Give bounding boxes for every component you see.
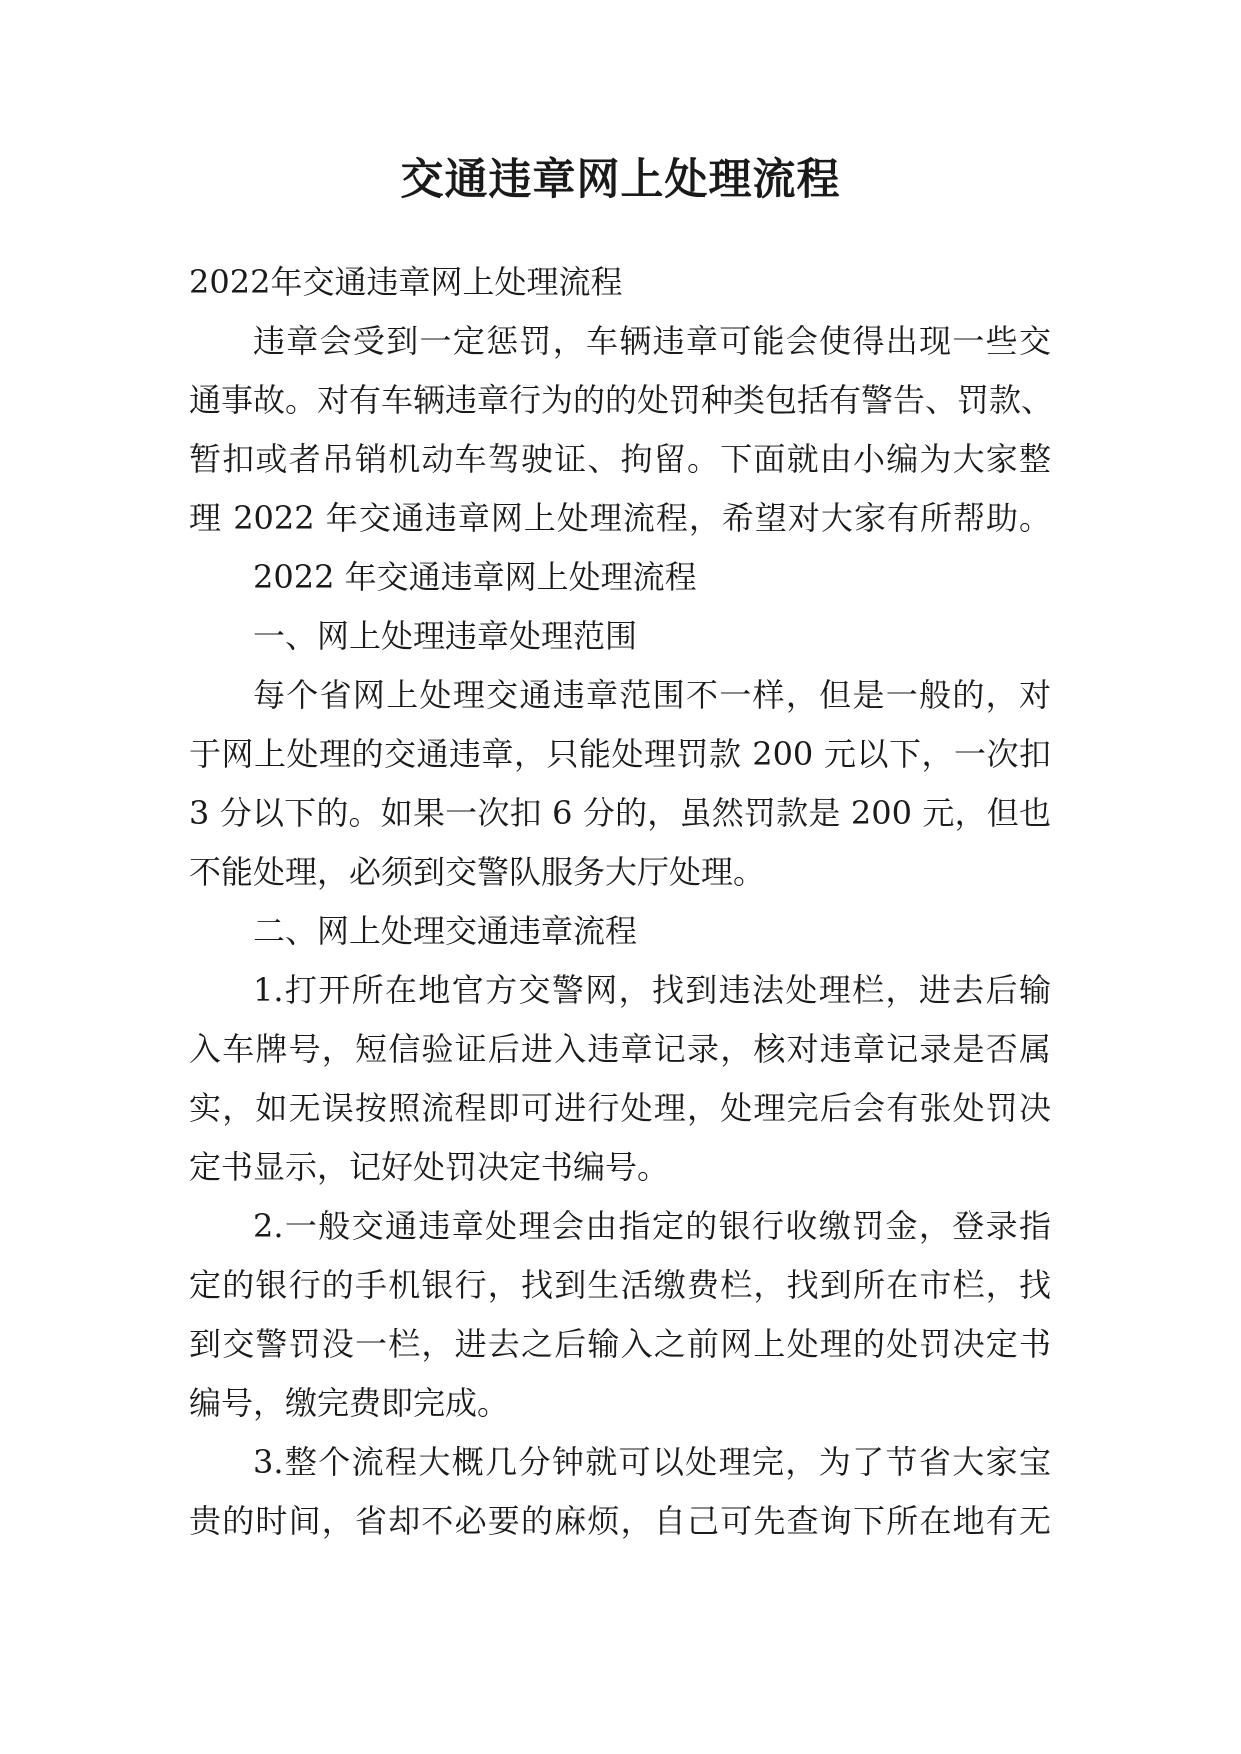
paragraph-line: 1.打开所在地官方交警网，找到违法处理栏，进去后输 bbox=[253, 971, 1051, 1009]
paragraph-line: 定的银行的手机银行，找到生活缴费栏，找到所在市栏，找 bbox=[189, 1266, 1051, 1304]
paragraph-line: 违章会受到一定惩罚，车辆违章可能会使得出现一些交 bbox=[253, 322, 1051, 360]
section-heading: 2022 年交通违章网上处理流程 bbox=[253, 558, 697, 596]
paragraph-line: 不能处理，必须到交警队服务大厅处理。 bbox=[189, 853, 766, 891]
paragraph-line: 贵的时间，省却不必要的麻烦，自己可先查询下所在地有无 bbox=[189, 1502, 1051, 1540]
paragraph-line: 于网上处理的交通违章，只能处理罚款 200 元以下，一次扣 bbox=[189, 735, 1051, 773]
paragraph-line: 暂扣或者吊销机动车驾驶证、拘留。下面就由小编为大家整 bbox=[189, 440, 1051, 478]
paragraph-line: 3 分以下的。如果一次扣 6 分的，虽然罚款是 200 元，但也 bbox=[189, 794, 1051, 832]
paragraph-line: 通事故。对有车辆违章行为的的处罚种类包括有警告、罚款、 bbox=[189, 381, 1054, 419]
paragraph-line: 每个省网上处理交通违章范围不一样，但是一般的，对 bbox=[253, 676, 1051, 714]
paragraph-line: 实，如无误按照流程即可进行处理，处理完后会有张处罚决 bbox=[189, 1089, 1051, 1127]
paragraph-line: 入车牌号，短信验证后进入违章记录，核对违章记录是否属 bbox=[189, 1030, 1051, 1068]
paragraph-line: 理 2022 年交通违章网上处理流程，希望对大家有所帮助。 bbox=[189, 499, 1051, 537]
document-title: 交通违章网上处理流程 bbox=[400, 155, 841, 205]
paragraph-line: 编号，缴完费即完成。 bbox=[189, 1384, 510, 1422]
paragraph-line: 3.整个流程大概几分钟就可以处理完，为了节省大家宝 bbox=[253, 1443, 1051, 1481]
section-heading: 一、网上处理违章处理范围 bbox=[253, 617, 638, 655]
paragraph-line: 到交警罚没一栏，进去之后输入之前网上处理的处罚决定书 bbox=[189, 1325, 1051, 1363]
section-heading: 二、网上处理交通违章流程 bbox=[253, 912, 638, 950]
subtitle-line: 2022年交通违章网上处理流程 bbox=[189, 263, 623, 301]
paragraph-line: 2.一般交通违章处理会由指定的银行收缴罚金，登录指 bbox=[253, 1207, 1051, 1245]
paragraph-line: 定书显示，记好处罚决定书编号。 bbox=[189, 1148, 670, 1186]
